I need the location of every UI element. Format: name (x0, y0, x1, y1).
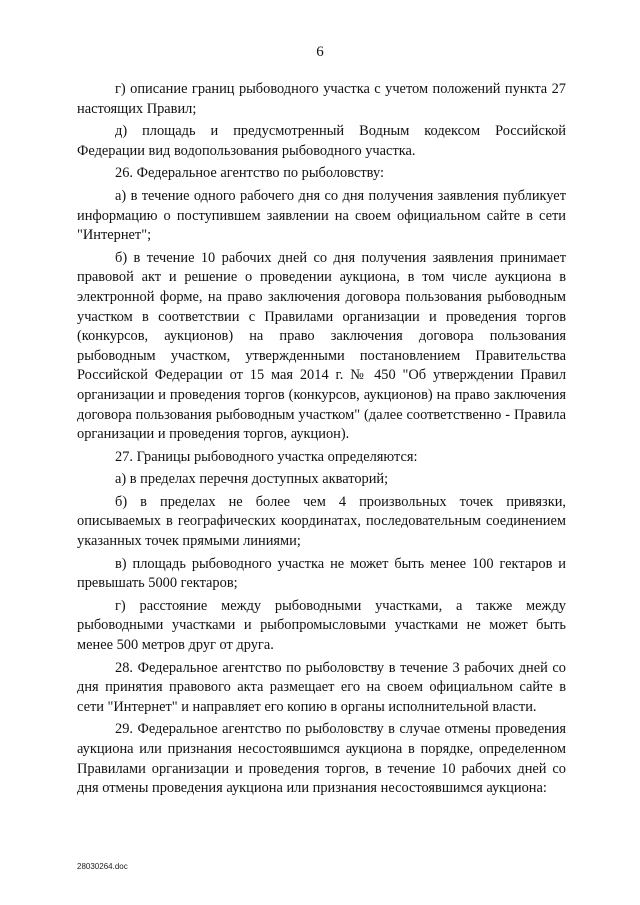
paragraph-26-b: б) в течение 10 рабочих дней со дня получения заявления принимает правовой акт и решение о проведении аукциона, в том числе аукциона в электронной форме, на право заключения договора пользования рыбоводным участком в соответствии с Правилами организации и проведения торгов (конкурсов, аукционов) на право заключения договора пользования рыбоводным участком, утвержденными постановлением Правительства Российской Федерации от 15 мая 2014 г. № 450 "Об утверждении Правил организации и проведения торгов (конкурсов, аукционов) на право заключения договора пользования рыбоводным участком" (далее соответственно - Правила организации и проведения торгов, аукцион). (77, 249, 566, 443)
paragraph-item-g: г) описание границ рыбоводного участка с учетом положений пункта 27 настоящих Правил; (77, 81, 566, 117)
paragraph-29: 29. Федеральное агентство по рыболовству в случае отмены проведения аукциона или признания несостоявшимся аукциона в порядке, определенном Правилами организации и проведения торгов, в течение 10 рабочих дней со дня отмены проведения аукциона или признания несостоявшимся аукциона: (77, 721, 566, 797)
paragraph-28: 28. Федеральное агентство по рыболовству в течение 3 рабочих дней со дня принятия правового акта размещает его на своем официальном сайте в сети "Интернет" и направляет его копию в органы исполнительной власти. (77, 659, 566, 715)
paragraph-item-d: д) площадь и предусмотренный Водным кодексом Российской Федерации вид водопользования рыбоводного участка. (77, 123, 566, 159)
paragraph-27-b: б) в пределах не более чем 4 произвольных точек привязки, описываемых в географических координатах, последовательным соединением указанных точек прямыми линиями; (77, 493, 566, 550)
paragraph-27-heading: 27. Границы рыбоводного участка определяются: (115, 448, 418, 465)
paragraph-26-a: а) в течение одного рабочего дня со дня получения заявления публикует информацию о поступившем заявлении на своем официальном сайте в сети "Интернет"; (77, 187, 566, 244)
paragraph-26-heading: 26. Федеральное агентство по рыболовству: (115, 165, 384, 182)
paragraph-27-g: г) расстояние между рыбоводными участками, а также между рыбоводными участками и рыбопромысловыми участками не может быть менее 500 метров друг от друга. (77, 597, 566, 654)
page-number: 6 (316, 44, 324, 60)
paragraph-27-a: а) в пределах перечня доступных акваторий; (115, 471, 389, 488)
document-body (77, 80, 566, 802)
footer-filename: 28030264.doc (77, 862, 128, 871)
paragraph-27-v: в) площадь рыбоводного участка не может быть менее 100 гектаров и превышать 5000 гектаров; (77, 555, 566, 592)
